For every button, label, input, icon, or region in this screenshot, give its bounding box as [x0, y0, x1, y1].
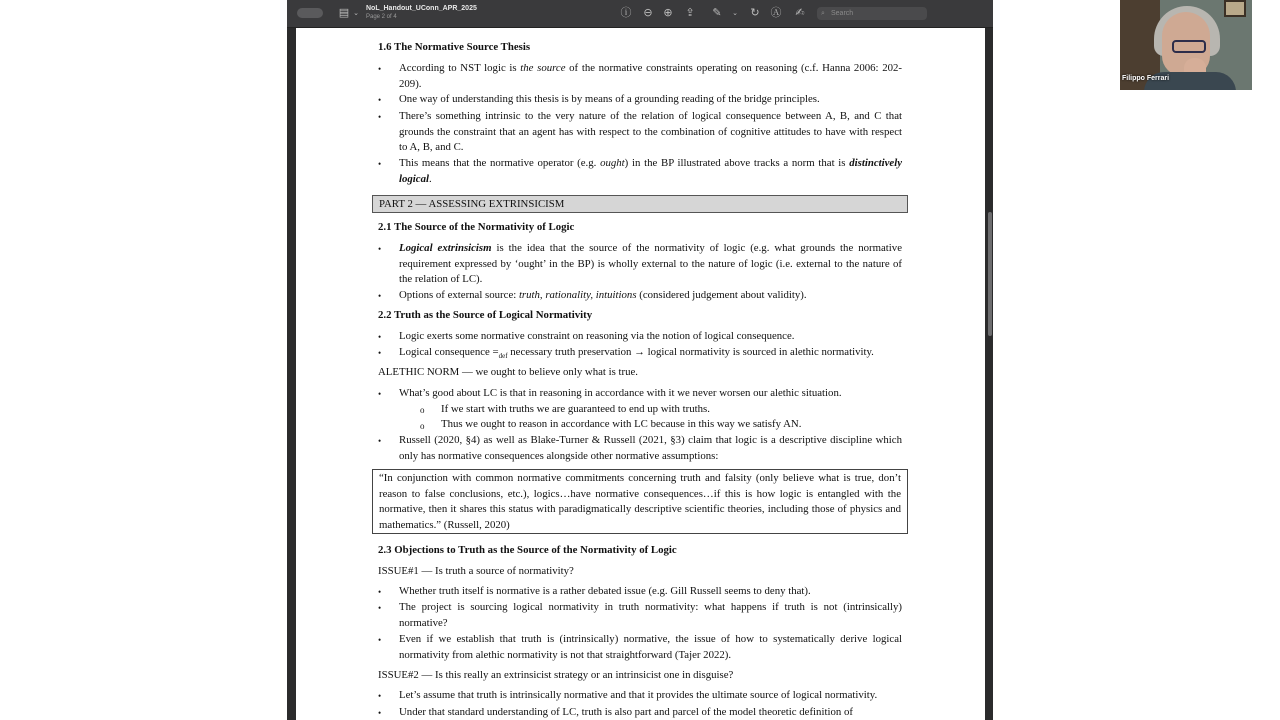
- bullet-icon: •: [378, 708, 382, 718]
- list-item: Let’s assume that truth is intrinsically normative and that it provides the ultimate source of logical normativity.: [399, 689, 878, 701]
- circle-bullet-icon: o: [420, 421, 425, 431]
- list-item: Logic exerts some normative constraint on reasoning via the notion of logical consequence.: [399, 330, 795, 342]
- bullet-icon: •: [378, 244, 382, 254]
- form-icon[interactable]: ✍: [795, 6, 805, 19]
- search-icon: ⌕: [821, 10, 825, 17]
- list-item: The project is sourcing logical normativity in truth normativity: what happens if truth is not (intrinsically) normative?: [399, 601, 902, 629]
- video-participant-tile[interactable]: [1120, 0, 1252, 90]
- list-item: There’s something intrinsic to the very nature of the relation of logical consequence between A, B, and C that grounds the constraint that an agent has with respect to the combination of cognitive attitudes to have with respect to A, B, and C.: [399, 110, 902, 153]
- toolbar: [287, 0, 993, 28]
- list-item: Options of external source: truth, rationality, intuitions (considered judgement about validity).: [399, 289, 807, 301]
- search-field[interactable]: [817, 7, 927, 20]
- bullet-icon: •: [378, 291, 382, 301]
- bullet-icon: •: [378, 332, 382, 342]
- chevron-down-icon[interactable]: ⌄: [353, 9, 359, 17]
- participant-name: Filippo Ferrari: [1122, 75, 1170, 82]
- pdf-viewer-window: [287, 0, 993, 720]
- bullet-icon: •: [378, 635, 382, 645]
- list-item: According to NST logic is the source of the normative constraints operating on reasoning (c.f. Hanna 2006: 202-209).: [399, 62, 902, 90]
- list-item: What’s good about LC is that in reasoning in accordance with it we never worsen our alethic situation.: [399, 387, 842, 399]
- chevron-down-icon[interactable]: ⌄: [732, 9, 738, 17]
- section-heading: 1.6 The Normative Source Thesis: [378, 41, 531, 53]
- issue-heading: ISSUE#1 — Is truth a source of normativity?: [378, 565, 574, 577]
- bullet-icon: •: [378, 348, 382, 358]
- section-heading: 2.2 Truth as the Source of Logical Normativity: [378, 309, 593, 321]
- share-icon[interactable]: ⇪: [685, 6, 695, 19]
- quote-box: “In conjunction with common normative commitments concerning truth and falsity (only believe what is true, don’t reason to false conclusions, etc.), logics…have normative consequences…if this is how logic is entangled with the normative, then it shares this status with paradigmatically descriptive scientific theories, including those of physics and mathematics.” (Russell, 2020): [372, 469, 908, 534]
- arrow-icon: →: [634, 346, 645, 358]
- circle-bullet-icon: o: [420, 405, 425, 415]
- bullet-icon: •: [378, 159, 382, 169]
- list-item: One way of understanding this thesis is by means of a grounding reading of the bridge principles.: [399, 93, 820, 105]
- bullet-icon: •: [378, 95, 382, 105]
- list-item: Russell (2020, §4) as well as Blake-Turner & Russell (2021, §3) claim that logic is a descriptive discipline which only has normative consequences alongside other normative assumptions:: [399, 434, 902, 462]
- bullet-icon: •: [378, 389, 382, 399]
- search-placeholder: Search: [831, 10, 854, 17]
- rotate-icon[interactable]: ↻: [750, 6, 760, 19]
- part-header: PART 2 — ASSESSING EXTRINSICISM: [372, 195, 908, 213]
- bullet-icon: •: [378, 587, 382, 597]
- norm-statement: ALETHIC NORM — we ought to believe only what is true.: [378, 366, 638, 378]
- list-item: Even if we establish that truth is (intrinsically) normative, the issue of how to systematically derive logical normativity from alethic normativity is not that straightforward (Tajer 2022).: [399, 633, 902, 661]
- window-controls[interactable]: [297, 8, 323, 18]
- issue-heading: ISSUE#2 — Is this really an extrinsicist strategy or an intrinsicist one in disguise?: [378, 669, 734, 681]
- wall-picture: [1224, 0, 1246, 17]
- list-item: Logical extrinsicism is the idea that the source of the normativity of logic (e.g. what grounds the normative requirement expressed by ‘ought’ in the BP) is wholly external to the nature of logic (i.e. external to the nature of the relation of LC).: [399, 242, 902, 285]
- bullet-icon: •: [378, 112, 382, 122]
- bullet-icon: •: [378, 436, 382, 446]
- highlight-pen-icon[interactable]: ✎: [712, 6, 722, 19]
- list-item: This means that the normative operator (e.g. ought) in the BP illustrated above tracks a norm that is distinctively logical.: [399, 157, 902, 185]
- pdf-page[interactable]: [296, 28, 985, 720]
- section-heading: 2.1 The Source of the Normativity of Logic: [378, 221, 575, 233]
- bullet-icon: •: [378, 691, 382, 701]
- desktop-background: [0, 0, 287, 720]
- list-item: Logical consequence $=_{def}$ necessary truth preservation → logical normativity is sourced in alethic normativity.: [399, 346, 874, 361]
- bullet-icon: •: [378, 603, 382, 613]
- sub-list-item: If we start with truths we are guaranteed to end up with truths.: [441, 403, 710, 415]
- bullet-icon: •: [378, 64, 382, 74]
- list-item: Under that standard understanding of LC, truth is also part and parcel of the model theoretic definition of: [399, 706, 853, 718]
- info-icon[interactable]: ⓘ: [620, 6, 632, 19]
- page-info: Page 2 of 4: [366, 14, 397, 20]
- zoom-out-icon[interactable]: ⊖: [643, 6, 653, 19]
- section-heading: 2.3 Objections to Truth as the Source of the Normativity of Logic: [378, 544, 677, 556]
- markup-icon[interactable]: Ⓐ: [770, 6, 782, 19]
- sidebar-icon[interactable]: ▤: [338, 6, 350, 19]
- sub-list-item: Thus we ought to reason in accordance with LC because in this way we satisfy AN.: [441, 418, 802, 430]
- file-name: NoL_Handout_UConn_APR_2025: [366, 5, 477, 12]
- participant-glasses: [1172, 40, 1206, 53]
- scrollbar[interactable]: [988, 212, 992, 336]
- list-item: Whether truth itself is normative is a rather debated issue (e.g. Gill Russell seems to deny that).: [399, 585, 811, 597]
- zoom-in-icon[interactable]: ⊕: [663, 6, 673, 19]
